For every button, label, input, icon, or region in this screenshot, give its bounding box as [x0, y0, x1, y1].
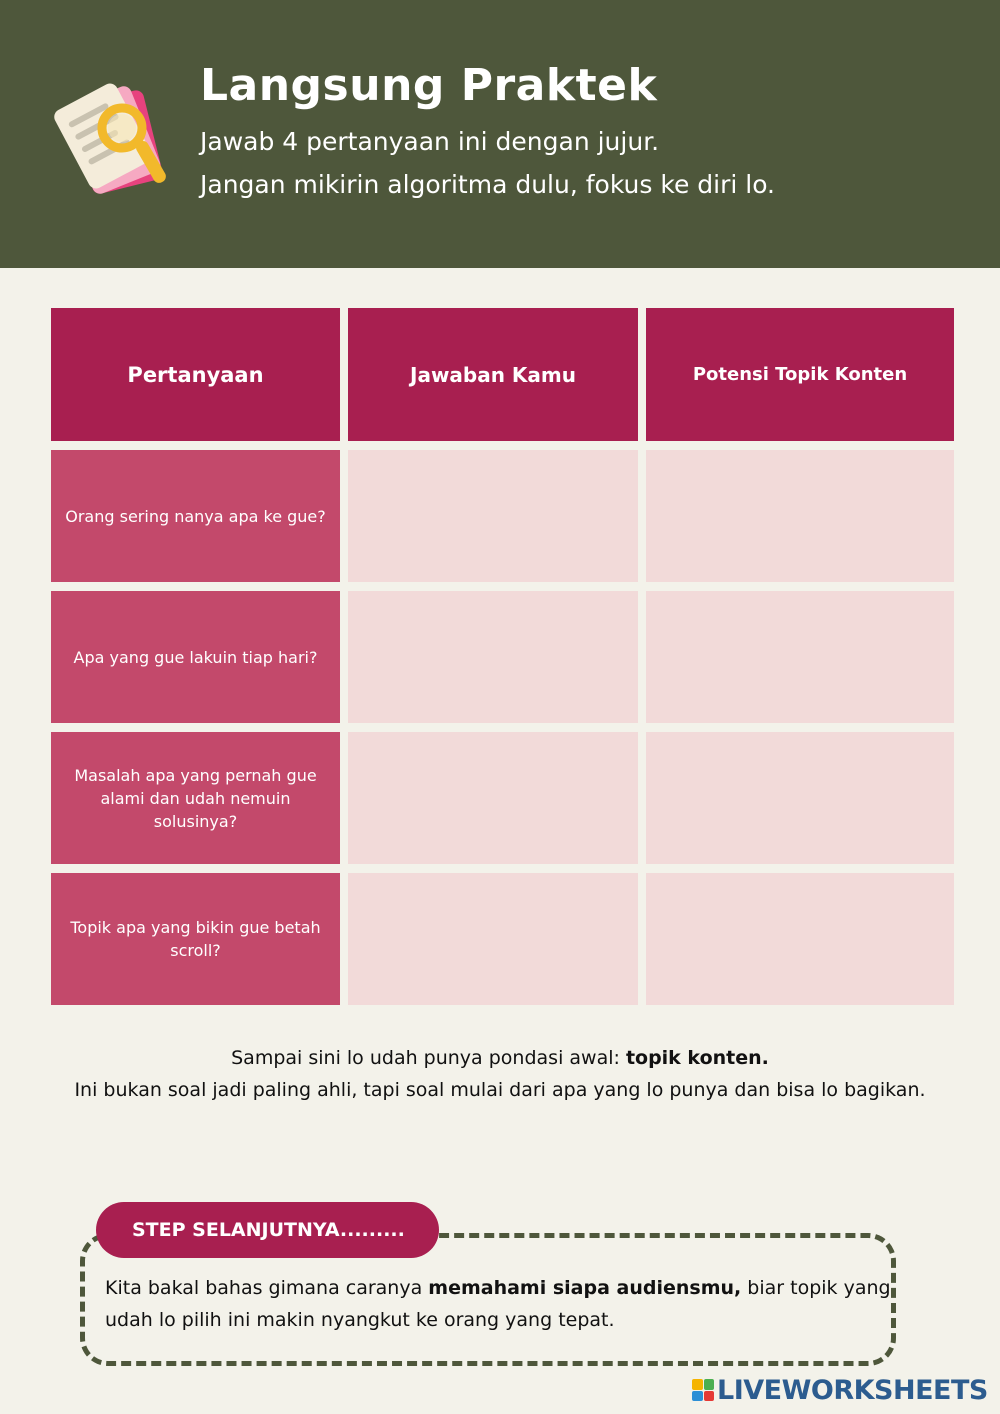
topic-cell[interactable]	[646, 732, 954, 864]
page-title: Langsung Praktek	[200, 60, 658, 111]
next-step-text-prefix: Kita bakal bahas gimana caranya	[105, 1277, 429, 1299]
summary-text	[60, 1042, 940, 1106]
question-cell: Orang sering nanya apa ke gue?	[51, 450, 340, 582]
next-step-text	[105, 1272, 895, 1336]
answer-cell[interactable]	[348, 450, 638, 582]
next-step-text-bold: memahami siapa audiensmu,	[428, 1277, 742, 1299]
next-step-text-suffix: biar topik yang udah lo pilih ini makin nyangkut ke orang yang tepat.	[105, 1277, 891, 1331]
column-header-topic: Potensi Topik Konten	[646, 308, 954, 441]
answer-cell[interactable]	[348, 732, 638, 864]
question-cell: Topik apa yang bikin gue betah scroll?	[51, 873, 340, 1005]
topic-cell[interactable]	[646, 591, 954, 723]
subtitle-line-1: Jawab 4 pertanyaan ini dengan jujur.	[200, 127, 660, 156]
summary-line1-bold: topik konten.	[625, 1047, 769, 1069]
liveworksheets-logo	[692, 1374, 988, 1406]
answer-cell[interactable]	[348, 873, 638, 1005]
answer-cell[interactable]	[348, 591, 638, 723]
question-cell: Apa yang gue lakuin tiap hari?	[51, 591, 340, 723]
column-header-answer: Jawaban Kamu	[348, 308, 638, 441]
next-step-badge: STEP SELANJUTNYA.........	[96, 1202, 439, 1258]
liveworksheets-logo-mark	[692, 1379, 714, 1401]
column-header-question: Pertanyaan	[51, 308, 340, 441]
document-magnifier-icon	[52, 82, 176, 206]
summary-line1-prefix: Sampai sini lo udah punya pondasi awal:	[231, 1047, 626, 1069]
topic-cell[interactable]	[646, 873, 954, 1005]
topic-cell[interactable]	[646, 450, 954, 582]
summary-line2: Ini bukan soal jadi paling ahli, tapi soal mulai dari apa yang lo punya dan bisa lo bagikan.	[74, 1079, 926, 1101]
liveworksheets-wordmark: LIVEWORKSHEETS	[717, 1374, 988, 1406]
question-cell: Masalah apa yang pernah gue alami dan udah nemuin solusinya?	[51, 732, 340, 864]
subtitle-line-2: Jangan mikirin algoritma dulu, fokus ke diri lo.	[200, 170, 775, 199]
